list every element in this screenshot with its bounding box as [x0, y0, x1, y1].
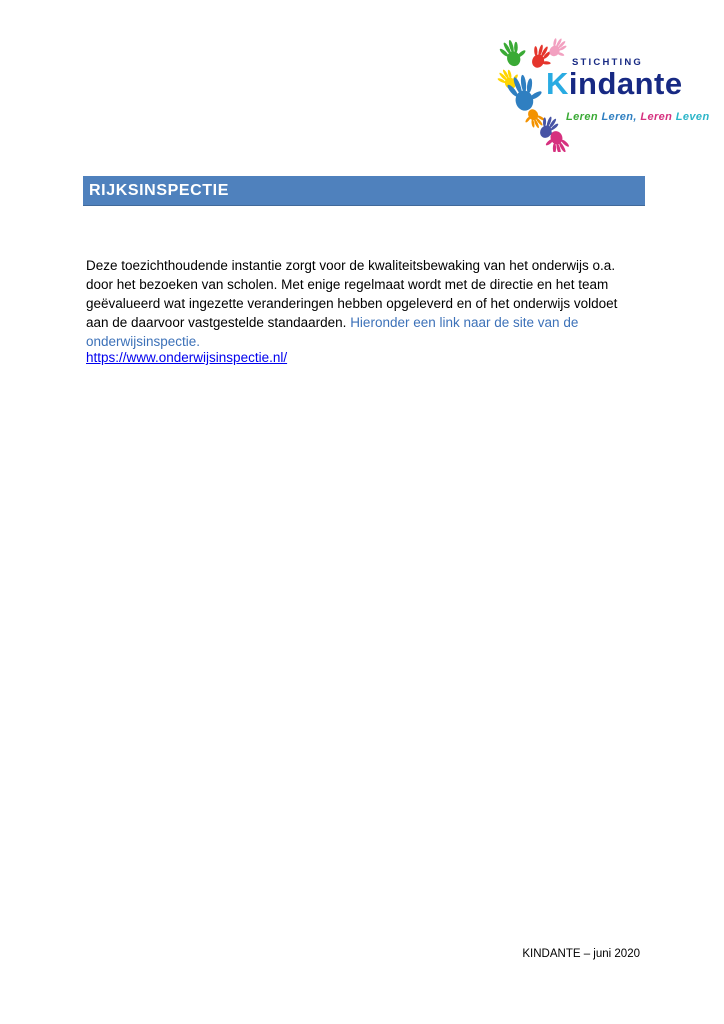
footer-text: KINDANTE – juni 2020	[522, 948, 640, 960]
section-heading: RIJKSINSPECTIE	[89, 182, 229, 199]
hand-print-icon	[497, 36, 530, 70]
tagline-word: Leren	[566, 111, 598, 123]
kindante-logo	[490, 34, 710, 146]
body-paragraph	[86, 256, 642, 351]
tagline-word: Leven	[675, 111, 710, 123]
logo-brand-initial: K	[546, 66, 569, 101]
onderwijsinspectie-link[interactable]: https://www.onderwijsinspectie.nl/	[86, 350, 288, 365]
paragraph-highlight-text: Hieronder een link naar de site van de onderwijsinspectie.	[86, 314, 579, 349]
logo-stichting-label: STICHTING	[572, 57, 643, 68]
logo-brand-name	[546, 68, 683, 99]
paragraph-main-text: Deze toezichthoudende instantie zorgt voor de kwaliteitsbewaking van het onderwijs o.a. door het bezoeken van scholen. Met enige regelmaat wordt met de directie en het team geëvalueerd wat ingezette veranderingen hebben opgeleverd en of het onderwijs voldoet aan de daarvoor vastgestelde standaarden.	[86, 257, 618, 330]
section-heading-bar	[83, 176, 645, 206]
logo-brand-rest: indante	[568, 66, 683, 101]
hand-print-icon	[545, 34, 572, 62]
logo-tagline	[566, 111, 710, 123]
tagline-word: Leren,	[601, 111, 637, 123]
tagline-word: Leren	[640, 111, 673, 123]
